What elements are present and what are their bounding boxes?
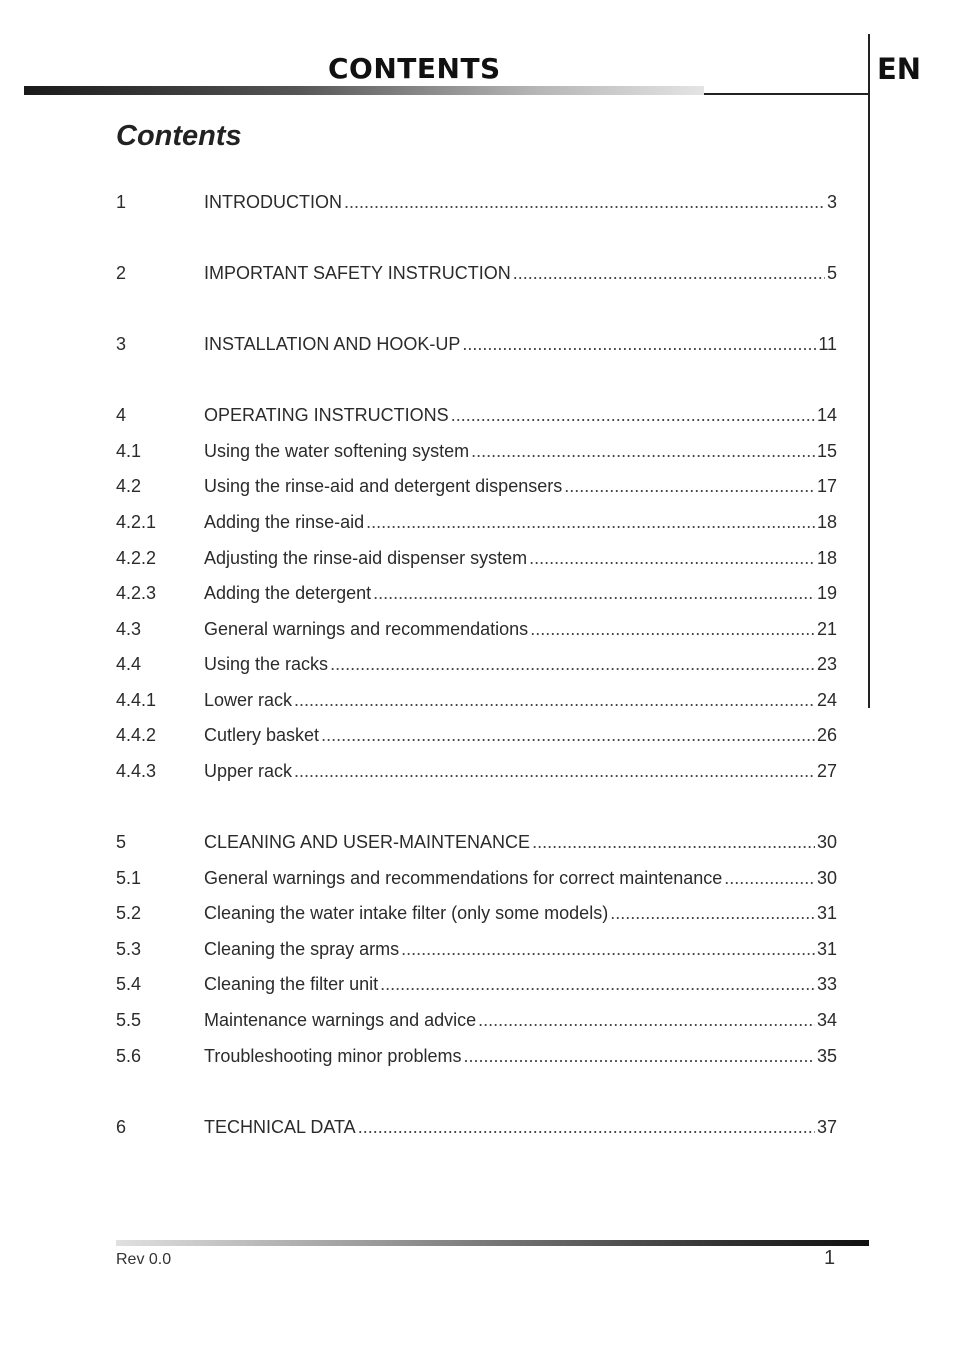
toc-entry[interactable] (116, 332, 837, 356)
toc-number: 5.4 (116, 974, 142, 994)
margin-vertical-rule (868, 34, 870, 708)
toc-entry[interactable] (116, 830, 837, 854)
toc-entry[interactable] (116, 759, 837, 783)
footer-gradient-bar (116, 1240, 869, 1246)
toc-entry[interactable] (116, 190, 837, 214)
toc-entry[interactable] (116, 510, 837, 534)
toc-title: IMPORTANT SAFETY INSTRUCTION (204, 263, 511, 283)
toc-title: Upper rack (204, 761, 293, 781)
toc-leader (380, 972, 815, 996)
toc-title: Lower rack (204, 690, 293, 710)
toc-entry[interactable] (116, 1044, 837, 1068)
toc-number: 1 (116, 192, 127, 212)
section-heading: Contents (116, 120, 242, 152)
header-rule (704, 93, 870, 95)
toc-leader (529, 546, 815, 570)
toc-number: 6 (116, 1117, 127, 1137)
toc-entry[interactable] (116, 581, 837, 605)
toc-page: 30 (816, 832, 837, 852)
toc-entry[interactable] (116, 546, 837, 570)
toc-leader (358, 1115, 815, 1139)
toc-title: TECHNICAL DATA (204, 1117, 356, 1137)
language-label: EN (877, 52, 922, 86)
page-header-title: CONTENTS (328, 52, 501, 85)
toc-entry[interactable] (116, 1115, 837, 1139)
toc-leader (532, 830, 815, 854)
toc-entry[interactable] (116, 617, 837, 641)
toc-number: 4.2.3 (116, 583, 157, 603)
toc-entry[interactable] (116, 403, 837, 427)
toc-title: Cutlery basket (204, 725, 320, 745)
toc-entry[interactable] (116, 723, 837, 747)
toc-entry[interactable] (116, 474, 837, 498)
toc-page: 5 (826, 263, 837, 283)
toc-entry[interactable] (116, 972, 837, 996)
toc-page: 37 (816, 1117, 837, 1137)
toc-page: 31 (816, 903, 837, 923)
toc-leader (471, 439, 815, 463)
toc-leader (330, 652, 815, 676)
toc-leader (451, 403, 815, 427)
toc-title: Adding the rinse-aid (204, 512, 365, 532)
toc-entry[interactable] (116, 901, 837, 925)
toc-page: 31 (816, 939, 837, 959)
toc-leader (373, 581, 815, 605)
toc-title: Maintenance warnings and advice (204, 1010, 477, 1030)
toc-title: Cleaning the water intake filter (only some models) (204, 903, 609, 923)
toc-entry[interactable] (116, 937, 837, 961)
toc-number: 4.4.2 (116, 725, 157, 745)
toc-title: INSTALLATION AND HOOK-UP (204, 334, 461, 354)
toc-leader (478, 1008, 815, 1032)
toc-leader (366, 510, 815, 534)
toc-page: 3 (826, 192, 837, 212)
toc-title: OPERATING INSTRUCTIONS (204, 405, 449, 425)
toc-title: Using the racks (204, 654, 329, 674)
toc-leader (463, 1044, 815, 1068)
toc-number: 4.4 (116, 654, 142, 674)
toc-title: CLEANING AND USER-MAINTENANCE (204, 832, 531, 852)
toc-title: Troubleshooting minor problems (204, 1046, 462, 1066)
toc-leader (462, 332, 816, 356)
toc-title: Using the rinse-aid and detergent dispensers (204, 476, 563, 496)
toc-number: 4 (116, 405, 127, 425)
toc-page: 24 (816, 690, 837, 710)
toc-number: 5.3 (116, 939, 142, 959)
toc-number: 4.2 (116, 476, 142, 496)
toc-title: General warnings and recommendations (204, 619, 529, 639)
toc-leader (321, 723, 815, 747)
toc-number: 3 (116, 334, 127, 354)
toc-title: Cleaning the spray arms (204, 939, 400, 959)
toc-number: 4.3 (116, 619, 142, 639)
toc-leader (294, 688, 815, 712)
toc-page: 35 (816, 1046, 837, 1066)
toc-page: 30 (816, 868, 837, 888)
toc-title: Cleaning the filter unit (204, 974, 379, 994)
toc-leader (344, 190, 825, 214)
toc-entry[interactable] (116, 1008, 837, 1032)
toc-page: 26 (816, 725, 837, 745)
toc-page: 34 (816, 1010, 837, 1030)
toc-leader (564, 474, 815, 498)
toc-entry[interactable] (116, 688, 837, 712)
toc-page: 21 (816, 619, 837, 639)
toc-page: 23 (816, 654, 837, 674)
toc-entry[interactable] (116, 652, 837, 676)
toc-number: 4.1 (116, 441, 142, 461)
toc-page: 11 (818, 334, 837, 354)
toc-leader (724, 866, 815, 890)
toc-number: 5.6 (116, 1046, 142, 1066)
toc-number: 5.5 (116, 1010, 142, 1030)
toc-entry[interactable] (116, 439, 837, 463)
toc-title: Using the water softening system (204, 441, 470, 461)
toc-number: 4.2.1 (116, 512, 157, 532)
toc-number: 5.1 (116, 868, 142, 888)
toc-number: 4.4.3 (116, 761, 157, 781)
footer-revision: Rev 0.0 (116, 1251, 172, 1268)
toc-page: 18 (816, 548, 837, 568)
header-gradient-bar (24, 86, 704, 95)
toc-title: INTRODUCTION (204, 192, 342, 212)
toc-title: General warnings and recommendations for correct maintenance (204, 868, 723, 888)
toc-title: Adding the detergent (204, 583, 372, 603)
toc-leader (610, 901, 815, 925)
toc-leader (401, 937, 815, 961)
toc-leader (513, 261, 825, 285)
toc-page: 19 (816, 583, 837, 603)
toc-page: 33 (816, 974, 837, 994)
toc-page: 17 (816, 476, 837, 496)
toc-title: Adjusting the rinse-aid dispenser system (204, 548, 528, 568)
toc-number: 5 (116, 832, 127, 852)
toc-page: 18 (816, 512, 837, 532)
toc-entry[interactable] (116, 261, 837, 285)
toc-page: 15 (816, 441, 837, 461)
toc-number: 4.4.1 (116, 690, 157, 710)
toc-number: 2 (116, 263, 127, 283)
footer-page-number: 1 (824, 1247, 836, 1269)
toc-leader (530, 617, 815, 641)
toc-leader (294, 759, 815, 783)
toc-number: 4.2.2 (116, 548, 157, 568)
toc-page: 14 (816, 405, 837, 425)
toc-page: 27 (816, 761, 837, 781)
toc-entry[interactable] (116, 866, 837, 890)
toc-number: 5.2 (116, 903, 142, 923)
